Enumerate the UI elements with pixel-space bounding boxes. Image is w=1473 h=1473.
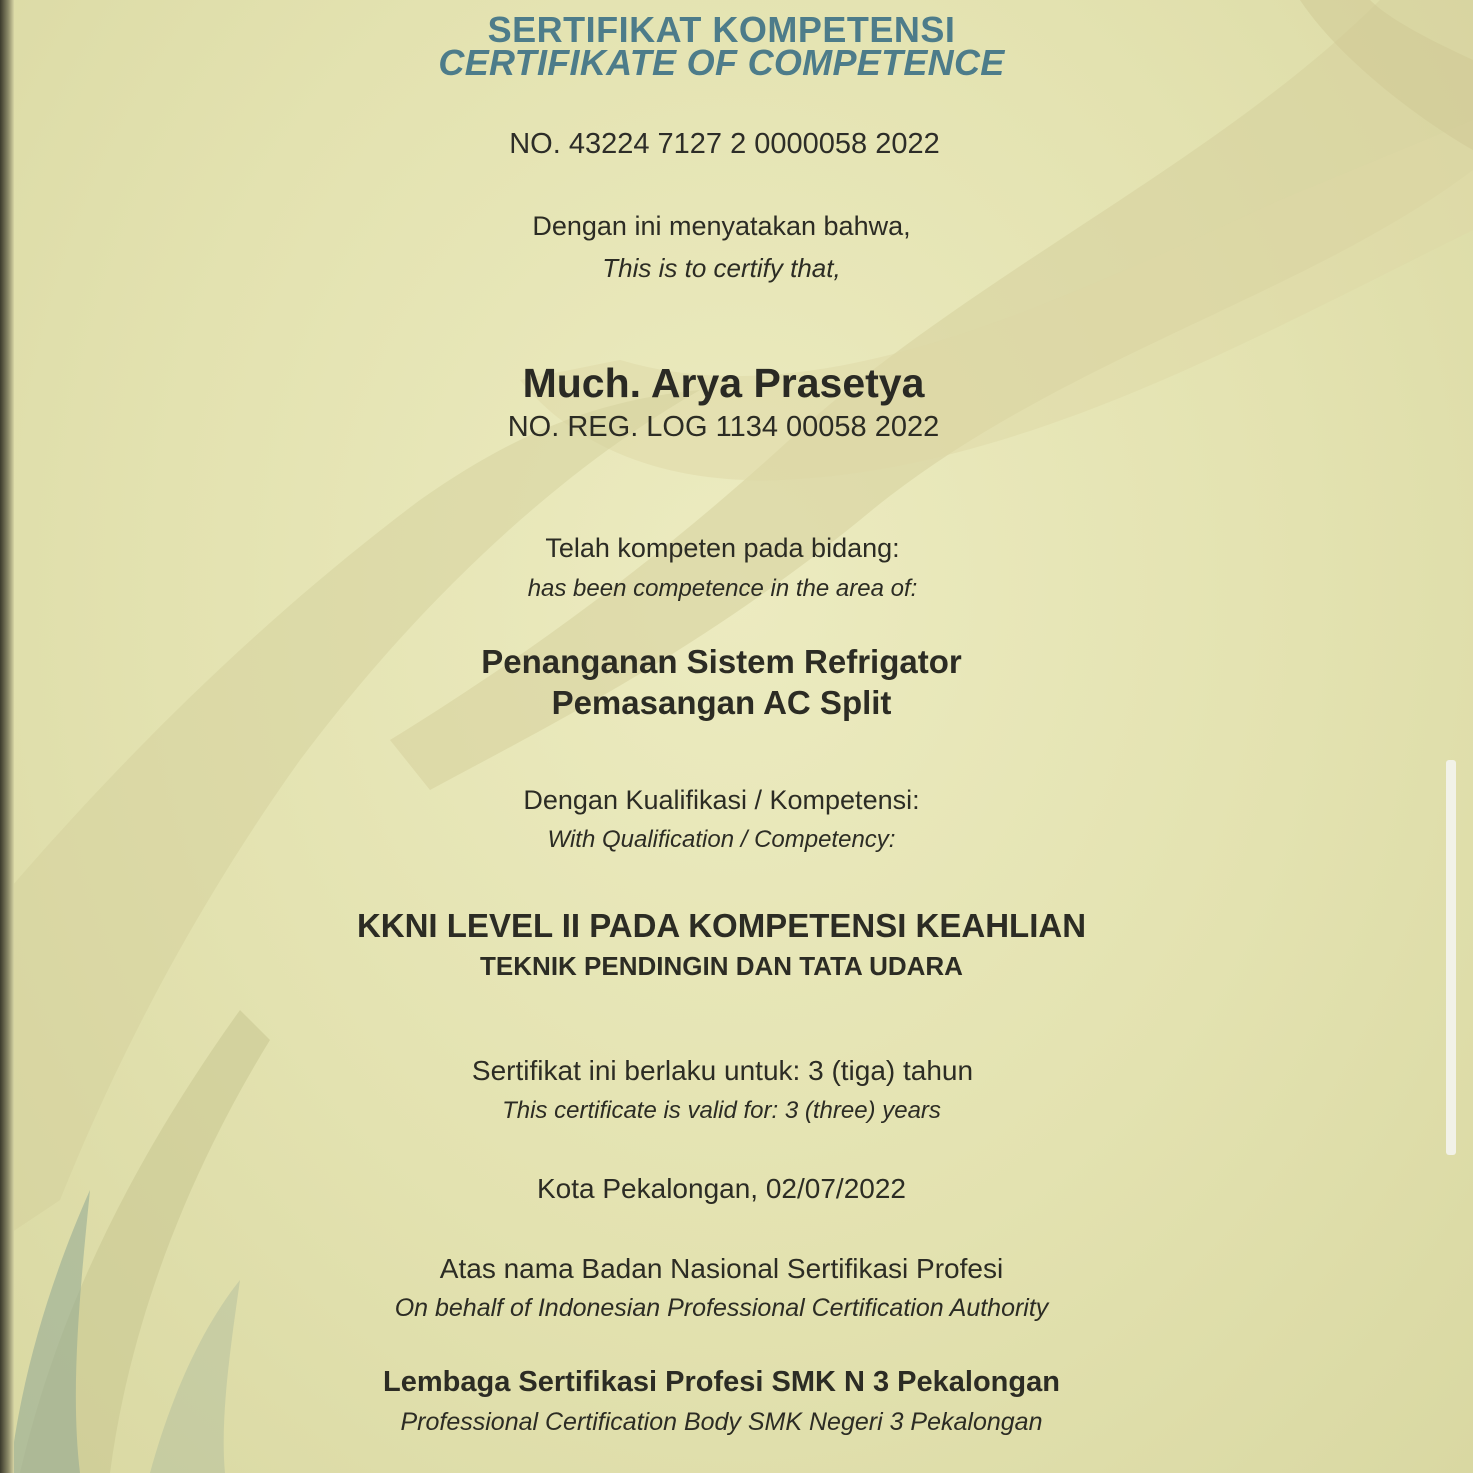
competence-area: Pemasangan AC Split: [551, 684, 892, 721]
validity-text-id: Sertifikat ini berlaku untuk: 3 (tiga) tahun: [471, 1055, 974, 1086]
certificate-title-id: SERTIFIKAT KOMPETENSI: [487, 9, 956, 50]
issuer-name-en: Professional Certification Body SMK Negeri 3 Pekalongan: [400, 1408, 1043, 1436]
issuer-name-id: Lembaga Sertifikasi Profesi SMK N 3 Pekalongan: [383, 1366, 1060, 1398]
intro-text-en: This is to certify that,: [602, 253, 841, 283]
qualification-line: TEKNIK PENDINGIN DAN TATA UDARA: [480, 951, 963, 981]
area-label-en: has been competence in the area of:: [527, 575, 918, 602]
certificate-title-en: CERTIFIKATE OF COMPETENCE: [438, 42, 1005, 83]
area-label-id: Telah kompeten pada bidang:: [545, 533, 900, 563]
qualification-line: KKNI LEVEL II PADA KOMPETENSI KEAHLIAN: [356, 907, 1087, 944]
place-and-date: Kota Pekalongan, 02/07/2022: [537, 1173, 906, 1204]
validity-text-en: This certificate is valid for: 3 (three) years: [502, 1097, 941, 1124]
holder-name: Much. Arya Prasetya: [522, 360, 925, 406]
behalf-text-id: Atas nama Badan Nasional Sertifikasi Profesi: [439, 1253, 1004, 1284]
behalf-text-en: On behalf of Indonesian Professional Certification Authority: [394, 1294, 1049, 1322]
qualification-label-id: Dengan Kualifikasi / Kompetensi:: [523, 785, 920, 815]
certificate-number: NO. 43224 7127 2 0000058 2022: [509, 128, 940, 160]
registration-number: NO. REG. LOG 1134 00058 2022: [507, 411, 940, 443]
intro-text-id: Dengan ini menyatakan bahwa,: [532, 211, 911, 241]
qualification-label-en: With Qualification / Competency:: [547, 826, 896, 853]
competence-area: Penanganan Sistem Refrigator: [481, 643, 962, 680]
